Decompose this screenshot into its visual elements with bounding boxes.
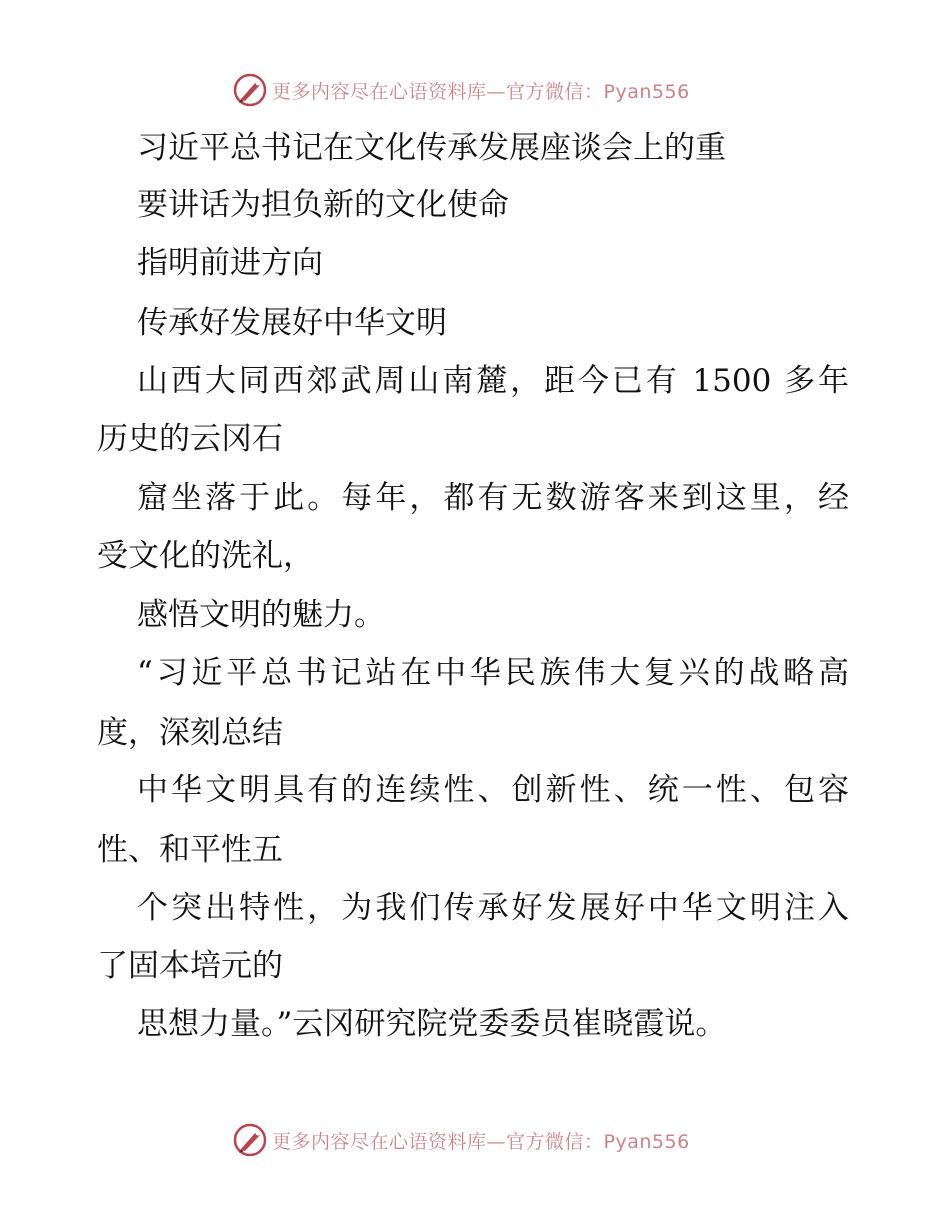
text-line-1: 习近平总书记在文化传承发展座谈会上的重 bbox=[137, 130, 726, 166]
text-line-3: 指明前进方向 bbox=[137, 245, 323, 281]
text-line-7: 窟坐落于此。每年，都有无数游客来到这里，经 bbox=[137, 480, 849, 516]
text-line-12: 中华文明具有的连续性、创新性、统一性、包容 bbox=[137, 772, 849, 808]
text-line-8: 受文化的洗礼， bbox=[97, 538, 314, 574]
footer-watermark bbox=[232, 1122, 690, 1158]
text-line-14: 个突出特性，为我们传承好发展好中华文明注入 bbox=[137, 890, 849, 926]
text-line-9: 感悟文明的魅力。 bbox=[137, 597, 385, 633]
text-line-4: 传承好发展好中华文明 bbox=[137, 305, 447, 341]
text-line-13: 性、和平性五 bbox=[97, 832, 283, 868]
text-line-16: 思想力量。”云冈研究院党委委员崔晓霞说。 bbox=[137, 1006, 727, 1042]
text-line-5: 山西大同西郊武周山南麓，距今已有 1500 多年 bbox=[137, 363, 849, 399]
pen-logo-icon bbox=[232, 1122, 268, 1158]
text-line-10: “习近平总书记站在中华民族伟大复兴的战略高 bbox=[137, 655, 849, 691]
text-line-15: 了固本培元的 bbox=[97, 948, 283, 984]
watermark-text: 更多内容尽在心语资料库—官方微信：Pyan556 bbox=[272, 80, 690, 103]
text-line-2: 要讲话为担负新的文化使命 bbox=[137, 187, 509, 223]
text-line-11: 度，深刻总结 bbox=[97, 715, 283, 751]
text-line-6: 历史的云冈石 bbox=[97, 421, 283, 457]
watermark-text: 更多内容尽在心语资料库—官方微信：Pyan556 bbox=[272, 1130, 690, 1153]
